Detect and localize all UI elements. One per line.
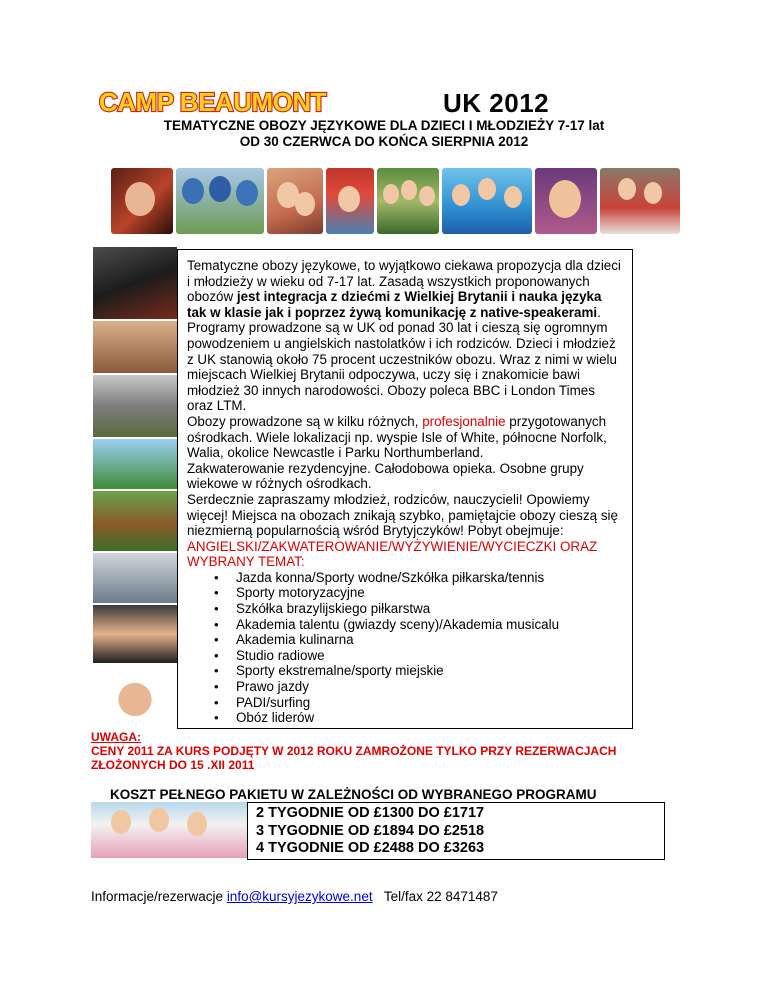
photo-trampoline <box>93 605 177 663</box>
left-photo-column <box>93 247 177 734</box>
photo-rafting <box>326 168 374 234</box>
price-row: 3 TYGODNIE OD £1894 DO £2518 <box>256 822 485 839</box>
contact-label: Informacje/rezerwacje <box>91 889 224 904</box>
subtitle-line-2: OD 30 CZERWCA DO KOŃCA SIERPNIA 2012 <box>239 134 529 149</box>
pricing-heading: KOSZT PEŁNEGO PAKIETU W ZALEŻNOŚCI OD WYBRANEGO PROGRAMU <box>110 787 597 802</box>
photo-computers <box>93 553 177 603</box>
invitation-paragraph: Serdecznie zapraszamy młodzież, rodziców, nauczycieli! Opowiemy więcej! Miejsca na obozach znikają szybko, pamiętajcie obozy cieszą się niezmierną popularnością wśród Brytyjczyków! Pobyt obejmuje: <box>187 491 618 539</box>
photo-crowd <box>93 321 177 373</box>
intro-highlight: jest integracja z dziećmi z Wielkiej Brytanii i nauka języka tak w klasie jak i poprzez żywą komunikację z native-speakerami <box>187 289 602 320</box>
photo-girl-smile <box>535 168 597 234</box>
photo-girls-hands <box>267 168 323 234</box>
email-link[interactable]: info@kursyjezykowe.net <box>226 889 373 904</box>
professional-highlight: profesjonalnie <box>422 413 506 429</box>
photo-knight <box>93 375 177 437</box>
list-item: • Studio radiowe <box>211 648 622 664</box>
notice-text: CENY 2011 ZA KURS PODJĘTY W 2012 ROKU ZAMROŻONE TYLKO PRZY REZERWACJACH ZŁOŻONYCH DO 15 .XII 2011 <box>91 744 617 772</box>
topics-list <box>187 570 622 726</box>
notice-label: UWAGA: <box>91 730 141 744</box>
photo-group <box>377 168 439 234</box>
included-items: ANGIELSKI/ZAKWATEROWANIE/WYŻYWIENIE/WYCIECZKI ORAZ WYBRANY TEMAT: <box>187 538 598 570</box>
list-item: • Akademia talentu (gwiazdy sceny)/Akademia musicalu <box>211 617 622 633</box>
logo-text: CAMP BEAUMONT <box>99 87 327 116</box>
list-item: • Sporty motoryzacyjne <box>211 585 622 601</box>
photo-karting <box>93 247 177 319</box>
list-item: • Szkółka brazylijskiego piłkarstwa <box>211 601 622 617</box>
list-item: • Sporty ekstremalne/sporty miejskie <box>211 663 622 679</box>
list-item: • Akademia kulinarna <box>211 632 622 648</box>
subtitle-line-1: TEMATYCZNE OBOZY JĘZYKOWE DLA DZIECI I MŁODZIEŻY 7-17 lat <box>163 118 605 133</box>
accommodation-paragraph: Zakwaterowanie rezydencyjne. Całodobowa opieka. Osobne grupy wiekowe w różnych ośrodkach. <box>187 460 584 492</box>
camp-beaumont-logo <box>97 86 335 116</box>
photo-zipline <box>93 439 177 489</box>
list-item: • Prawo jazdy <box>211 679 622 695</box>
price-row: 2 TYGODNIE OD £1300 DO £1717 <box>256 805 485 821</box>
photo-singer <box>111 168 173 234</box>
logo-graphic <box>97 86 335 116</box>
list-item: • PADI/surfing <box>211 695 622 711</box>
page-title: UK 2012 <box>443 88 550 118</box>
list-item: • Obóz liderów <box>211 710 622 726</box>
locations-paragraph: Obozy prowadzone są w kilku różnych, profesjonalnie przygotowanych ośrodkach. Wiele lokalizacji np. wyspie Isle of White, północne Norfolk, Walia, okolice Newcastle i Parku Northumberland. <box>187 413 607 461</box>
photo-pool <box>442 168 532 234</box>
photo-strip <box>111 168 680 234</box>
subtitle <box>60 118 708 150</box>
photo-helmets <box>176 168 264 234</box>
contact-line <box>91 889 498 904</box>
description-box <box>177 249 633 729</box>
photo-shelter <box>93 491 177 551</box>
price-box <box>247 802 665 860</box>
photo-picnic <box>600 168 680 234</box>
photo-headphones <box>93 665 177 734</box>
price-row: 4 TYGODNIE OD £2488 DO £3263 <box>256 840 485 856</box>
list-item: • Jazda konna/Sporty wodne/Szkółka piłkarska/tennis <box>211 570 622 586</box>
intro-paragraph: Tematyczne obozy językowe, to wyjątkowo ciekawa propozycja dla dzieci i młodzieży w wieku od 7-17 lat. Zasadą wszystkich proponowanych obozów jest integracja z dziećmi z Wielkiej Brytanii i nauka języka tak w klasie jak i poprzez żywą komunikację z native-speakerami. Programy prowadzone są w UK od ponad 30 lat i cieszą się ogromnym powodzeniem u angielskich nastolatków i ich rodziców. Dzieci i młodzież z UK stanowią około 75 procent uczestników obozu. Wraz z nimi w wielu miejscach Wielkiej Brytanii odpoczywa, uczy się i znakomicie bawi młodzież 30 innych narodowości. Obozy poleca BBC i London Times oraz LTM. <box>187 258 621 414</box>
photo-girls-group <box>91 802 247 858</box>
phone-number: Tel/fax 22 8471487 <box>383 889 498 904</box>
